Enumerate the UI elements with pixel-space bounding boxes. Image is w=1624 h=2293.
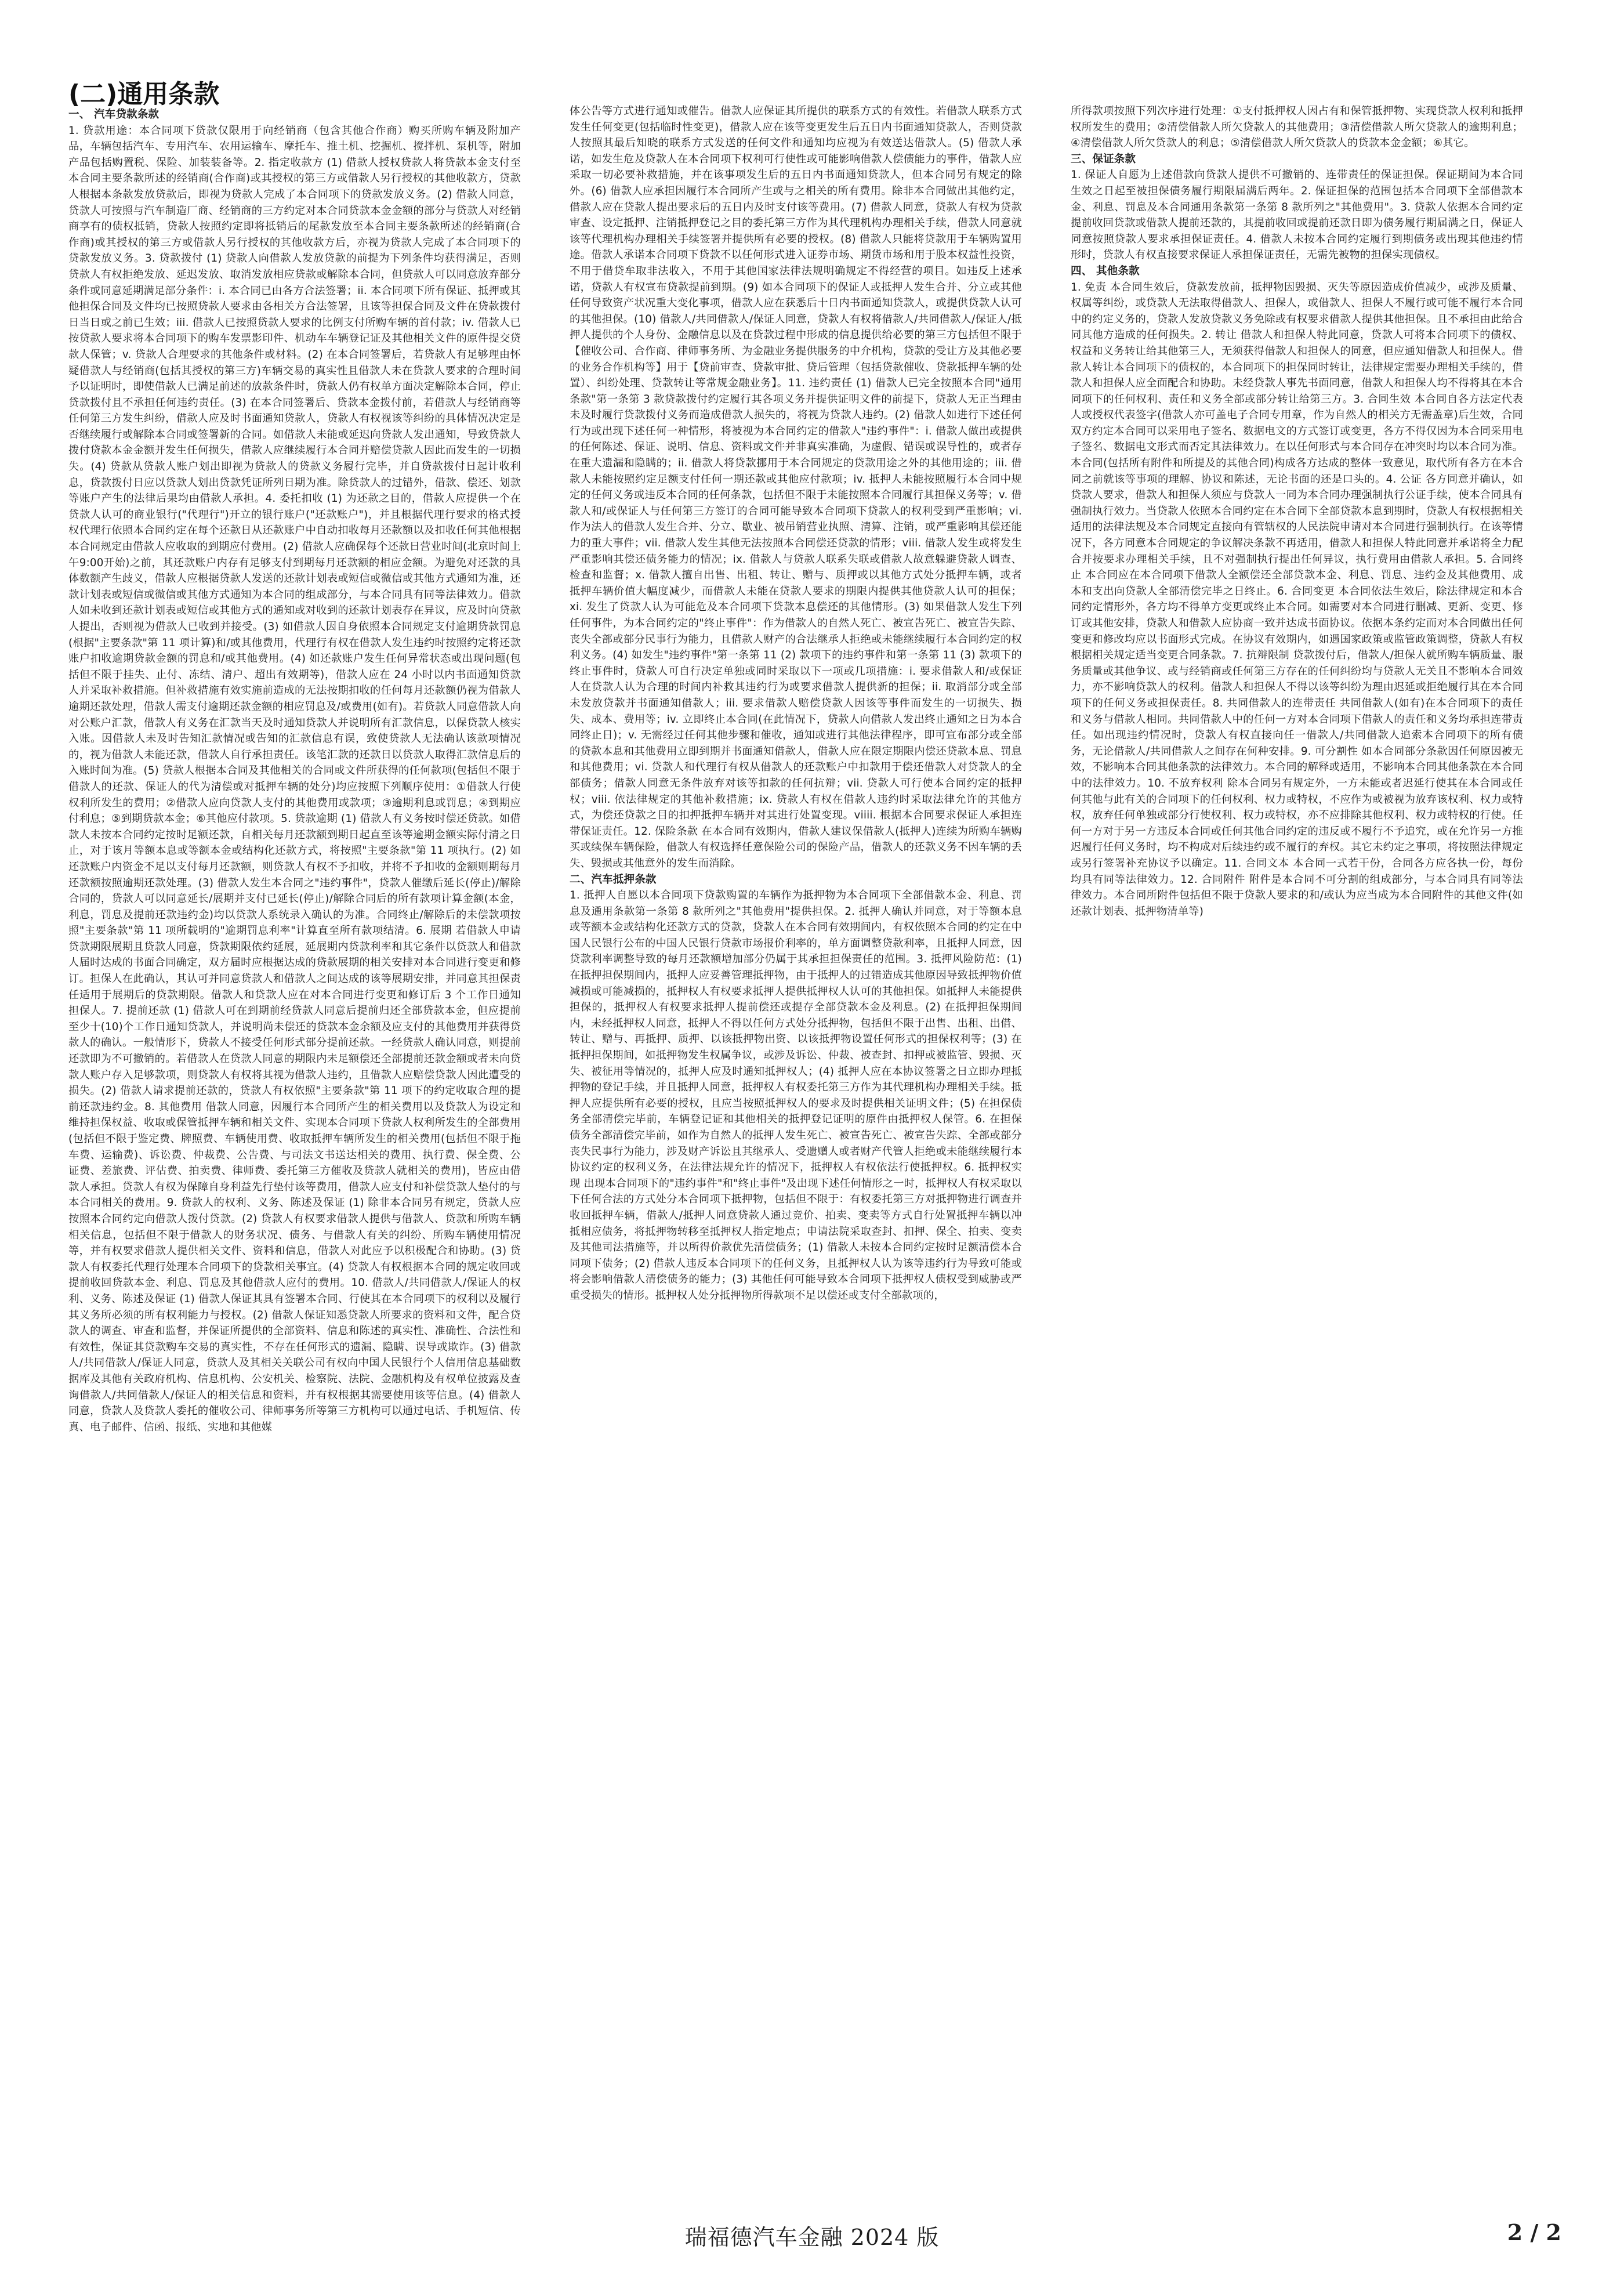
page-title: (二)通用条款	[68, 79, 220, 109]
page-number: 2 / 2	[1507, 2219, 1561, 2245]
section-heading: 三、保证条款	[1071, 153, 1136, 165]
paragraph: 1. 免责 本合同生效后，贷款发放前，抵押物因毁损、灭失等原因造成价值减少，或涉及质量、权属等纠纷，或贷款人无法取得借款人、担保人，或借款人、担保人不履行或可能不履行本合同中的约定义务的，贷款人发放贷款义务免除或有权要求借款人提供其他担保。且不承担由此给合同其他方造成的任何损失。2. 转让 借款人和担保人特此同意，贷款人可将本合同项下的债权、权益和义务转让给其他第三人，无须获得借款人和担保人的同意，但应通知借款人和担保人。借款人转让本合同项下的债权的，本合同项下的担保同时转让，法律规定需要办理相关手续的，借款人和担保人应全面配合和协助。未经贷款人事先书面同意，借款人和担保人均不得将其在本合同项下的任何权利、责任和义务全部或部分转让给第三方。3. 合同生效 本合同自各方法定代表人或授权代表签字(借款人亦可盖电子合同专用章，作为自然人的相关方无需盖章)后生效，合同双方约定本合同可以采用电子签名、数据电文的方式签订或变更，各方不得仅因为本合同采用电子签名、数据电文形式而否定其法律效力。在以任何形式与本合同存在冲突时均以本合同为准。本合同(包括所有附件和所提及的其他合同)构成各方达成的整体一致意见，取代所有各方在本合同之前就该等事项的理解、协议和陈述，无论书面的还是口头的。4. 公证 各方同意并确认，如贷款人要求，借款人和担保人须应与贷款人一同为本合同办理强制执行公证手续，使本合同具有强制执行效力。当贷款人依照本合同约定在本合同下全部贷款本息到期时，贷款人有权根据相关适用的法律法规及本合同规定直接向有管辖权的人民法院申请对本合同进行强制执行。在该等情况下，各方同意本合同规定的争议解决条款不再适用，借款人和担保人特此同意并承诺将全力配合并按要求办理相关手续，且不对强制执行提出任何异议，执行费用由借款人承担。5. 合同终止 本合同应在本合同项下借款人全额偿还全部贷款本金、利息、罚息、违约金及其他费用、成本和支出向贷款人全部清偿完毕之日终止。6. 合同变更 本合同依法生效后，除法律规定和本合同约定情形外，各方均不得单方变更或终止本合同。如需要对本合同进行删减、更新、变更、修订或其他安排，贷款人和借款人应协商一致并达成书面协议。依据本条约定而对本合同做出任何变更和修改均应以书面形式完成。在协议有效期内，如遇国家政策或监管政策调整，贷款人有权根据相关规定适当变更合同条款。7. 抗辩限制 贷款拨付后，借款人/担保人就所购车辆质量、服务质量或其他争议、或与经销商或任何第三方存在的任何纠纷均与贷款人无关且不影响本合同效力，亦不影响贷款人的权利。借款人和担保人不得以该等纠纷为理由迟延或拒绝履行其在本合同项下的任何义务或担保责任。8. 共同借款人的连带责任 共同借款人(如有)在本合同项下的责任和义务与借款人相同。共同借款人中的任何一方对本合同项下借款人的责任和义务均承担连带责任。如出现违约情况时，贷款人有权直接向任一借款人/共同借款人追索本合同项下的所有债务，无论借款人/共同借款人之间存在何种安排。9. 可分割性 如本合同部分条款因任何原因被无效，不影响本合同其他条款的法律效力。本合同的解释或适用，不影响本合同其他条款在本合同中的法律效力。10. 不放弃权利 除本合同另有规定外，一方未能或者迟延行使其在本合同或任何其他与此有关的合同项下的任何权利、权力或特权，不应作为或被视为放弃该权利、权力或特权，放弃任何单独或部分行使权利、权力或特权，亦不应排除其他权利、权力或特权的行使。任何一方对于另一方违反本合同或任何其他合同约定的违反或不履行不予追究，或在允许另一方推迟履行任何义务时，均不构成对后续违约或不履行的弃权。其它未约定之事项，将按照法律规定或另行签署补充协议予以确定。11. 合同文本 本合同一式若干份，合同各方应各执一份，每份均具有同等法律效力。12. 合同附件 附件是本合同不可分割的组成部分，与本合同具有同等法律效力。本合同所附件包括但不限于贷款人要求的和/或认为应当成为本合同附件的其他文件(如还款计划表、抵押物清单等)	[1071, 281, 1523, 918]
column-middle	[570, 103, 1022, 2183]
section-heading: 二、汽车抵押条款	[570, 873, 657, 886]
section-heading: 一、 汽车贷款条款	[68, 108, 160, 121]
paragraph: 1. 抵押人自愿以本合同项下贷款购置的车辆作为抵押物为本合同项下全部借款本金、利息、罚息及通用条款第一条第 8 款所列之"其他费用"提供担保。2. 抵押人确认并同意，对于等额本息或等额本金或结构化还款方式的贷款，贷款人在本合同有效期间内，有权依照本合同的约定在中国人民银行公布的中国人民银行贷款市场报价利率的，单方面调整贷款利率，且抵押人同意，因贷款利率调整导致的每月还款额增加部分仍属于其承担担保责任的范围。3. 抵押风险防范：(1) 在抵押担保期间内，抵押人应妥善管理抵押物，由于抵押人的过错造成其他原因导致抵押物价值减损或可能减损的，抵押权人有权要求抵押人提供抵押权人认可的其他担保。如抵押人未能提供担保的，抵押权人有权要求抵押人提前偿还或提存全部贷款本金及利息。(2) 在抵押担保期间内，未经抵押权人同意，抵押人不得以任何方式处分抵押物，包括但不限于出售、出租、出借、转让、赠与、再抵押、质押、以该抵押物出资、以该抵押物设置任何形式的担保权利等；(3) 在抵押担保期间，如抵押物发生权属争议，或涉及诉讼、仲裁、被查封、扣押或被监管、毁损、灭失、被征用等情况的，抵押人应及时通知抵押权人；(4) 抵押人应在本协议签署之日立即办理抵押物的登记手续，并且抵押人同意，抵押权人有权委托第三方作为其代理机构办理相关手续。抵押人应提供所有必要的授权，且应当按照抵押权人的要求及时提供相关证明文件；(5) 在担保债务全部清偿完毕前，车辆登记证和其他相关的抵押登记证明的原件由抵押权人保管。6. 在担保债务全部清偿完毕前，如作为自然人的抵押人发生死亡、被宣告死亡、被宣告失踪、全部或部分丧失民事行为能力，涉及财产诉讼且其继承人、受遗赠人或者财产代管人拒绝或未能继续履行本协议约定的权利义务，在法律法规允许的情况下，抵押权人有权依法行使抵押权。6. 抵押权实现 出现本合同项下的"违约事件"和"终止事件"及出现下述任何情形之一时，抵押权人有权采取以下任何合法的方式处分本合同项下抵押物，包括但不限于：有权委托第三方对抵押物进行调查并收回抵押车辆，借款人/抵押人同意贷款人通过竞价、拍卖、变卖等方式自行处置抵押车辆以冲抵相应债务，将抵押物转移至抵押权人指定地点；申请法院采取查封、扣押、保全、拍卖、变卖及其他司法措施等，并以所得价款优先清偿债务；(1) 借款人未按本合同约定按时足额清偿本合同项下债务；(2) 借款人违反本合同项下的任何义务，且抵押权人认为该等违约行为导致可能或将会影响借款人清偿债务的能力；(3) 其他任何可能导致本合同项下抵押权人债权受到威胁或严重受损失的情形。抵押权人处分抵押物所得款项不足以偿还或支付全部款项的，	[570, 889, 1022, 1302]
paragraph: 1. 贷款用途：本合同项下贷款仅限用于向经销商（包含其他合作商）购买所购车辆及附加产品，车辆包括汽车、专用汽车、农用运输车、摩托车、推土机、挖掘机、搅拌机、泵机等，附加产品包括购置税、保险、加装装备等。2. 指定收款方 (1) 借款人授权贷款人将贷款本金支付至本合同主要条款所述的经销商(合作商)或其授权的第三方或借款人另行授权的其他收款方，贷款人根据本条款发放贷款后，即视为贷款人完成了本合同项下的贷款发放义务。(2) 借款人同意，贷款人可按照与汽车制造厂商、经销商的三方约定对本合同贷款本金金额的部分与贷款人对经销商享有的债权抵销，贷款人按照约定即将抵销后的尾款发放至本合同主要条款所述的经销商(合作商)或其授权的第三方或借款人另行授权的其他收款方后，亦视为贷款人完成了本合同项下的贷款发放义务。3. 贷款拨付 (1) 贷款人向借款人发放贷款的前提为下列条件均获得满足，否则贷款人有权拒绝发放、延迟发放、取消发放相应贷款或解除本合同，但贷款人可以同意放弃部分条件或同意延期满足部分条件：i. 本合同已由各方合法签署；ii. 本合同项下所有保证、抵押或其他担保合同及文件均已按照贷款人要求由各相关方合法签署，且该等担保合同及文件在贷款拨付日当日或之前已生效；iii. 借款人已按照贷款人要求的比例支付所购车辆的首付款；iv. 借款人已按贷款人要求将本合同项下的购车发票影印件、机动车车辆登记证及其他相关文件的原件提交贷款人保管；v. 贷款人合理要求的其他条件或材料。(2) 在本合同签署后，若贷款人有足够理由怀疑借款人与经销商(包括其授权的第三方)车辆交易的真实性且借款人未在贷款人要求的合理时间予以证明时，即使借款人已满足前述的放款条件时，贷款人仍有权单方面决定解除本合同，停止贷款拨付且不承担任何违约责任。(3) 在本合同签署后、贷款本金拨付前，若借款人与经销商等任何第三方发生纠纷，借款人应及时书面通知贷款人，贷款人有权视该等纠纷的具体情况决定是否继续履行或解除本合同或签署新的合同。如借款人未能或延迟向贷款人发出通知，导致贷款人拨付贷款本金金额并发生任何损失，借款人应继续履行本合同并赔偿贷款人因此而发生的一切损失。(4) 贷款从贷款人账户划出即视为贷款人的贷款义务履行完毕，并自贷款拨付日起计收利息，贷款拨付日应以贷款人划出贷款凭证所列日期为准。除贷款人的过错外，借款、偿还、划款等账户产生的法律后果均由借款人承担。4. 委托扣收 (1) 为还款之目的，借款人应提供一个在贷款人认可的商业银行("代理行")开立的银行账户("还款账户")，并且根据代理行要求的格式授权代理行依照本合同约定在每个还款日从还款账户中自动扣收每月还款额以及扣收任何其他根据本合同规定由借款人应收取的到期应付费用。(2) 借款人应确保每个还款日营业时间(北京时间上午9:00开始)之前，其还款账户内存有足够支付到期每月还款额的相应金额。为避免对还款的具体数额产生歧义，借款人应根据贷款人发送的还款计划表或短信或微信或其他方式通知为准，还款计划表或短信或微信或其他方式通知为本合同的组成部分，与本合同具有同等法律效力。借款人如未收到还款计划表或短信或其他方式的通知或对收到的还款计划表存在异议，应及时向贷款人提出，否则视为借款人已收到并接受。(3) 如借款人因自身依照本合同规定支付逾期贷款罚息(根据"主要条款"第 11 项计算)和/或其他费用，代理行有权在借款人发生违约时按照约定将还款账户扣收逾期贷款金额的罚息和/或其他费用。(4) 如还款账户发生任何异常状态或出现问题(包括但不限于挂失、止付、冻结、清户、超出有效期等)，借款人应在 24 小时以内书面通知贷款人并采取补救措施。但补救措施有效实施前造成的无法按期扣收的任何每月还款额仍视为借款人逾期还款处理，借款人需支付逾期还款金额的相应罚息及/或费用(如有)。若贷款人同意借款人向对公账户汇款，借款人有义务在汇款当天及时通知贷款人并说明所有汇款信息，以保贷款人核实入账。因借款人未及时告知汇款情况或告知的汇款信息有误，致使贷款人无法确认该款项情况的，视为借款人未能还款，借款人自行承担责任。该笔汇款的还款日以贷款人取得汇款信息后的入账时间为准。(5) 贷款人根据本合同及其他相关的合同或文件所获得的任何款项(包括但不限于借款人的还款、保证人的代为清偿或对抵押车辆的处分)均应按照下列顺序使用：①借款人行使权利所发生的费用；②借款人应向贷款人支付的其他费用或款项；③逾期利息或罚息；④到期应付利息；⑤到期贷款本金；⑥其他应付款项。5. 贷款逾期 (1) 借款人有义务按时偿还贷款。如借款人未按本合同约定按时足额还款，自相关每月还款额到期日起直至该等逾期金额实际付清之日止，对于该月等额本息或等额本金或结构化还款方式，将按照"主要条款"第 11 项执行。(2) 如还款账户内资金不足以支付每月还款额，则贷款人有权不予扣收，并将不予扣收的金额则期每月还款额按照逾期还款处理。(3) 借款人发生本合同之"违约事件"，贷款人催缴后延长(停止)/解除合同的，贷款人可以同意延长/展期并支付已延长(停止)/解除合同后的所有款项计算金额(本金，利息，罚息及提前还款违约金)均以贷款人系统录入确认的为准。合同终止/解除后的未偿款项按照"主要条款"第 11 项所载明的"逾期罚息利率"计算直至所有款项结清。6. 展期 若借款人申请贷款期限展期且贷款人同意，贷款期限依约延展，延展期内贷款利率和其它条件以贷款人和借款人届时达成的书面合同确定，双方届时应根据达成的贷款展期的相关安排对本合同进行变更和修订。担保人在此确认，其认可并同意贷款人和借款人之间达成的该等展期安排，并同意其担保责任适用于展期后的贷款期限。借款人和贷款人应在对本合同进行变更和修订后 3 个工作日通知担保人。7. 提前还款 (1) 借款人可在到期前经贷款人同意后提前归还全部贷款本金，但应提前至少十(10)个工作日通知贷款人，并说明尚未偿还的贷款本金余额及应支付的其他费用并获得贷款人的确认。一般情形下，贷款人不接受任何形式部分提前还款。一经贷款人确认同意，则提前还款即为不可撤销的。若借款人在贷款人同意的期限内未足额偿还全部提前还款金额或者未向贷款人账户存入足够款项，则贷款人有权将其视为借款人违约，且借款人应赔偿贷款人因此遭受的损失。(2) 借款人请求提前还款的，贷款人有权依照"主要条款"第 11 项下的约定收取合理的提前还款违约金。8. 其他费用 借款人同意，因履行本合同所产生的相关费用以及贷款人为设定和维持担保权益、收取或保管抵押车辆和相关文件、实现本合同项下贷款人权利所发生的全部费用(包括但不限于鉴定费、牌照费、车辆使用费、收取抵押车辆所发生的相关费用(包括但不限于拖车费、运输费)、诉讼费、仲裁费、公告费、与司法文书送达相关的费用、执行费、保全费、公证费、差旅费、评估费、拍卖费、律师费、委托第三方催收及贷款人就相关的费用)，皆应由借款人承担。贷款人有权为保障自身利益先行垫付该等费用，借款人应支付和补偿贷款人垫付的与本合同相关的费用。9. 贷款人的权利、义务、陈述及保证 (1) 除非本合同另有规定，贷款人应按照本合同约定向借款人拨付贷款。(2) 贷款人有权要求借款人提供与借款人、贷款和所购车辆相关信息，包括但不限于借款人的财务状况、债务、与借款人有关的纠纷、所购车辆使用情况等，并有权要求借款人提供相关文件、资料和信息，借款人对此应予以积极配合和协助。(3) 贷款人有权委托代理行处理本合同项下的贷款相关事宜。(4) 贷款人有权根据本合同的规定收回或提前收回贷款本金、利息、罚息及其他借款人应付的费用。10. 借款人/共同借款人/保证人的权利、义务、陈述及保证 (1) 借款人保证其具有签署本合同、行使其在本合同项下的权利以及履行其义务所必须的所有权利能力与授权。(2) 借款人保证知悉贷款人所要求的资料和文件，配合贷款人的调查、审查和监督，并保证所提供的全部资料、信息和陈述的真实性、准确性、合法性和有效性，保证其贷款购车交易的真实性，不存在任何形式的遗漏、隐瞒、误导或欺诈。(3) 借款人/共同借款人/保证人同意，贷款人及其相关关联公司有权向中国人民银行个人信用信息基础数据库及其他有关政府机构、信息机构、公安机关、检察院、法院、金融机构及有权单位披露及查询借款人/共同借款人/保证人的相关信息和资料，并有权根据其需要使用该等信息。(4) 借款人同意，贷款人及贷款人委托的催收公司、律师事务所等第三方机构可以通过电话、手机短信、传真、电子邮件、信函、报纸、实地和其他媒	[68, 124, 521, 1433]
paragraph: 所得款项按照下列次序进行处理：①支付抵押权人因占有和保管抵押物、实现贷款人权利和抵押权所发生的费用；②清偿借款人所欠贷款人的其他费用；③清偿借款人所欠贷款人的逾期利息；④清偿借款人所欠贷款人的利息；⑤清偿借款人所欠贷款人的贷款本金金额；⑥其它。	[1071, 105, 1523, 150]
column-right	[1071, 103, 1523, 2183]
paragraph: 1. 保证人自愿为上述借款向贷款人提供不可撤销的、连带责任的保证担保。保证期间为本合同生效之日起至被担保债务履行期限届满后两年。2. 保证担保的范围包括本合同项下全部借款本金、利息、罚息及本合同通用条款第一条第 8 款所列之"其他费用"。3. 贷款人依据本合同约定提前收回贷款或借款人提前还款的，其提前收回或提前还款日即为债务履行期届满之日，保证人同意按照贷款人要求承担保证责任。4. 借款人未按本合同约定履行到期债务或出现其他违约情形时，贷款人有权直接要求保证人承担保证责任，无需先被物的担保实现债权。	[1071, 169, 1523, 262]
column-left	[68, 107, 521, 2186]
paragraph: 体公告等方式进行通知或催告。借款人应保证其所提供的联系方式的有效性。若借款人联系方式发生任何变更(包括临时性变更)，借款人应在该等变更发生后五日内书面通知贷款人，否则贷款人按照其最后知晓的联系方式发送的任何文件和通知均应视为有效送达借款人。(5) 借款人承诺，如发生危及贷款人在本合同项下权利可行使性或可能影响借款人偿债能力的事件，借款人应采取一切必要补救措施，并在该事项发生后的五日内书面通知贷款人，但本合同另有规定的除外。(6) 借款人应承担因履行本合同所产生或与之相关的所有费用。除非本合同做出其他约定，借款人应在贷款人提出要求后的五日内及时支付该等费用。(7) 借款人同意，贷款人有权为贷款审查、设定抵押、注销抵押登记之目的委托第三方作为其代理机构办理相关手续，借款人同意就该等代理机构办理相关手续签署并提供所有必要的授权。(8) 借款人只能将贷款用于车辆购置用途。借款人承诺本合同项下贷款不以任何形式进入证券市场、期货市场和用于股本权益性投资，不用于借贷牟取非法收入，不用于其他国家法律法规明确规定不得经营的项目。如违反上述承诺，贷款人有权宣布贷款提前到期。(9) 如本合同项下的保证人或抵押人发生合并、分立或其他任何导致资产状况重大变化事项，借款人应在获悉后十日内书面通知贷款人，或提供贷款人认可的其他担保。(10) 借款人/共同借款人/保证人同意，贷款人有权将借款人/共同借款人/保证人/抵押人提供的个人身份、金融信息以及在贷款过程中形成的信息提供给必要的第三方包括但不限于【催收公司、合作商、律师事务所、为金融业务提供服务的中介机构，贷款的受让方及其他必要的业务合作机构等】用于【贷前审查、贷款审批、贷后管理（包括贷款催收、贷款抵押车辆的处置）、纠纷处理、贷款转让等常规金融业务】。11. 违约责任 (1) 借款人已完全按照本合同"通用条款"第一条第 3 款贷款拨付约定履行其各项义务并提供证明文件的前提下，贷款人无正当理由未及时履行贷款拨付义务而造成借款人损失的，将视为贷款人违约。(2) 借款人如进行下述任何行为或出现下述任何一种情形，将被视为本合同约定的借款人"违约事件"：i. 借款人做出或提供的任何陈述、保证、说明、信息、资料或文件并非真实准确，为虚假、错误或误导性的，或者存在重大遗漏和隐瞒的；ii. 借款人将贷款挪用于本合同规定的贷款用途之外的其他用途的；iii. 借款人未能按照约定足额支付任何一期还款或其他应付款项；iv. 抵押人未能按照履行本合同中规定的任何义务或违反本合同的任何条款，包括但不限于未能按照本合同履行其担保义务等；v. 借款人和/或保证人与任何第三方签订的合同可能导致本合同项下贷款人的权利受到严重影响；vi. 作为法人的借款人发生合并、分立、歇业、被吊销营业执照、清算、注销，或严重影响其偿还能力的重大事件；vii. 借款人发生其他无法按照本合同偿还贷款的情形；viii. 借款人发生或将发生严重影响其偿还债务能力的情况；ix. 借款人与贷款人联系失联或借款人故意躲避贷款人调查、检查和监督；x. 借款人擅自出售、出租、转让、赠与、质押或以其他方式处分抵押车辆，或者抵押车辆价值大幅度减少，而借款人未能在贷款人要求的期限内提供其他贷款人认可的担保；xi. 发生了贷款人认为可能危及本合同项下贷款本息偿还的其他情形。(3) 如果借款人发生下列任何事件，为本合同约定的"终止事件"：作为借款人的自然人死亡、被宣告死亡、被宣告失踪、丧失全部或部分民事行为能力，且借款人财产的合法继承人拒绝或未能继续履行本合同约定的权利义务。(4) 如发生"违约事件"第一条第 11 (2) 款项下的违约事件和第一条第 11 (3) 款项下的终止事件时，贷款人可自行决定单独或同时采取以下一项或几项措施：i. 要求借款人和/或保证人在贷款人认为合理的时间内补救其违约行为或要求借款人提供新的担保；ii. 取消部分或全部未发放贷款并书面通知借款人；iii. 要求借款人赔偿贷款人因该等事件而发生的一切损失、损失、成本、费用等；iv. 立即终止本合同(在此情况下，贷款人向借款人发出终止通知之日为本合同终止日)；v. 无需经过任何其他步骤和催收，通知或进行其他法律程序，即可宣布部分或全部的贷款本息和其他费用立即到期并书面通知借款人，借款人应在限定期限内偿还贷款本息、罚息和其他费用；vi. 贷款人和代理行有权从借款人的还款账户中扣款用于偿还借款人对贷款人的全部债务；借款人同意无条件放弃对该等扣款的任何抗辩；vii. 贷款人可行使本合同约定的抵押权；viii. 依法律规定的其他补救措施；ix. 贷款人有权在借款人违约时采取法律允许的其他方式，为偿还贷款之目的扣押抵押车辆并对其进行处置变现。viiii. 根据本合同要求保证人承担连带保证责任。12. 保险条款 在本合同有效期内，借款人建议保借款人(抵押人)连续为所购车辆购买或续保车辆保险，借款人有权选择任意保险公司的保险产品，借款人的还款义务不因车辆的丢失、毁损或其他意外的发生而消除。	[570, 105, 1022, 870]
footer-edition: 瑞福德汽车金融 2024 版	[684, 2225, 940, 2250]
section-heading: 四、 其他条款	[1071, 265, 1140, 277]
